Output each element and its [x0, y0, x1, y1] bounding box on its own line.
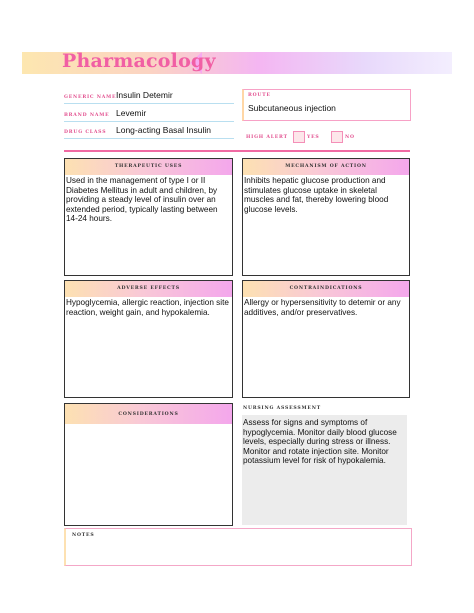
adverse-effects-header [65, 281, 232, 297]
mechanism-box[interactable] [242, 158, 410, 276]
brand-name-value[interactable]: Levemir [116, 108, 147, 118]
generic-name-underline [64, 103, 234, 104]
considerations-header [65, 404, 232, 424]
route-field[interactable] [242, 89, 411, 121]
high-alert-label: HIGH ALERT [246, 135, 288, 140]
mechanism-label: MECHANISM OF ACTION [285, 164, 367, 169]
therapeutic-uses-box[interactable] [64, 158, 233, 276]
high-alert-no-checkbox[interactable] [331, 131, 343, 143]
therapeutic-uses-label: THERAPEUTIC USES [114, 164, 183, 169]
section-divider [64, 150, 410, 152]
page-title: Pharmacology [62, 50, 216, 72]
contraindications-header [243, 281, 409, 297]
nursing-assessment-label: NURSING ASSESSMENT [243, 406, 321, 411]
drug-class-label: DRUG CLASS [64, 130, 107, 135]
high-alert-yes-label: YES [307, 135, 320, 140]
route-label: ROUTE [248, 93, 271, 98]
mechanism-header [243, 159, 409, 175]
drug-class-value[interactable]: Long-acting Basal Insulin [116, 125, 211, 135]
considerations-box[interactable] [64, 403, 233, 526]
brand-name-label: BRAND NAME [64, 113, 110, 118]
high-alert-yes-checkbox[interactable] [293, 131, 305, 143]
nursing-assessment-text: Assess for signs and symptoms of hypoglycemia. Monitor daily blood glucose levels, especially during stress or illness. Monitor and rotate injection site. Monitor potassium level for risk of hypokalemia. [243, 418, 397, 466]
adverse-effects-text: Hypoglycemia, allergic reaction, injection site reaction, weight gain, and hypokalemia. [66, 298, 229, 317]
adverse-effects-label: ADVERSE EFFECTS [117, 286, 180, 291]
contraindications-box[interactable] [242, 280, 410, 398]
route-value: Subcutaneous injection [248, 103, 336, 113]
considerations-label: CONSIDERATIONS [118, 412, 179, 417]
mechanism-text: Inhibits hepatic glucose production and stimulates glucose uptake in skeletal muscles and fat, thereby lowering blood glucose levels. [244, 176, 389, 214]
notes-label: NOTES [72, 533, 95, 538]
adverse-effects-box[interactable] [64, 280, 233, 398]
therapeutic-uses-header [65, 159, 232, 175]
notes-field[interactable] [64, 528, 412, 566]
contraindications-text: Allergy or hypersensitivity to detemir or any additives, and/or preservatives. [244, 298, 401, 317]
contraindications-label: CONTRAINDICATIONS [289, 286, 363, 291]
nursing-assessment-field[interactable] [242, 415, 407, 525]
drug-class-underline [64, 138, 234, 139]
brand-name-underline [64, 121, 234, 122]
therapeutic-uses-text: Used in the management of type I or II Diabetes Mellitus in adult and children, by providing a steady level of insulin over an extended period, typically lasting between 14-24 hours. [66, 176, 218, 224]
high-alert-no-label: NO [345, 135, 355, 140]
generic-name-label: GENERIC NAME [64, 95, 117, 100]
generic-name-value[interactable]: Insulin Detemir [116, 90, 173, 100]
